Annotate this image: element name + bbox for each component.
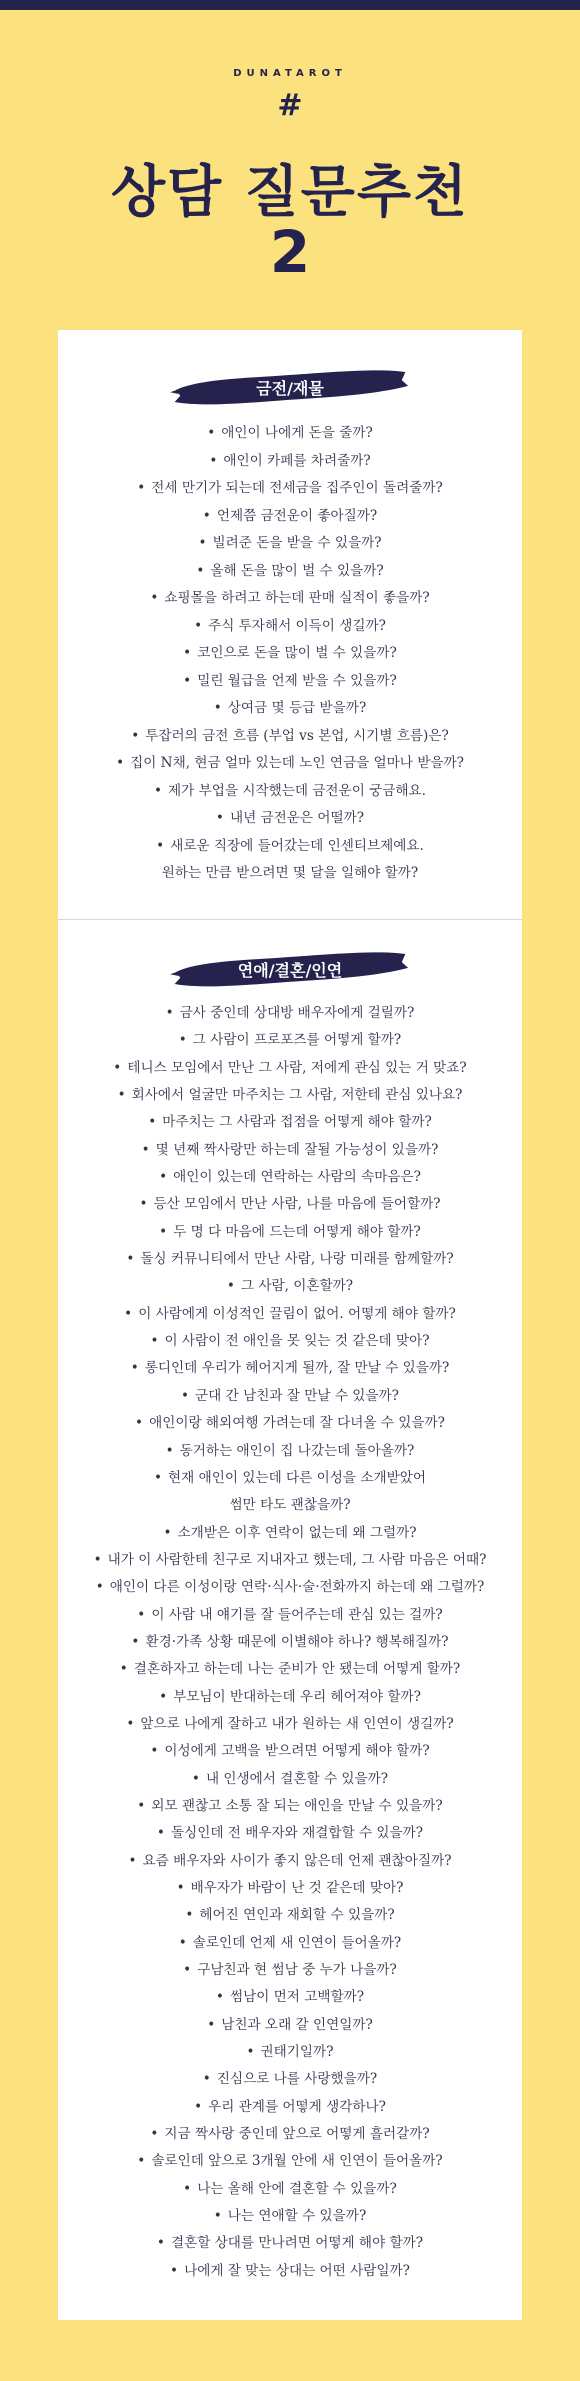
list-item — [58, 420, 522, 448]
bullet-icon: • — [159, 1223, 168, 1240]
bullet-icon: • — [209, 452, 218, 469]
list-item — [58, 1246, 522, 1273]
list-item — [58, 1793, 522, 1820]
bullet-icon: • — [183, 1962, 192, 1979]
bullet-icon: • — [163, 1524, 172, 1541]
list-item — [58, 1000, 522, 1027]
bullet-icon: • — [207, 2016, 216, 2033]
list-item — [58, 613, 522, 641]
question-text: 애인이 카페를 차려줄까? — [223, 452, 371, 469]
question-text: 구남친과 현 썸남 중 누가 나을까? — [197, 1962, 397, 1979]
question-text: 등산 모임에서 만난 사람, 나를 마음에 들어할까? — [153, 1196, 441, 1213]
question-text: 돌싱인데 전 배우자와 재결합할 수 있을까? — [170, 1825, 424, 1842]
question-text: 몇 년째 짝사랑만 하는데 잘될 가능성이 있을까? — [155, 1141, 439, 1158]
list-item — [58, 1137, 522, 1164]
bullet-icon: • — [159, 1169, 168, 1186]
question-text: 현재 애인이 있는데 다른 이성을 소개받았어 — [168, 1469, 426, 1486]
list-item — [58, 668, 522, 696]
question-text: 집이 N채, 현금 얼마 있는데 노인 연금을 얼마나 받을까? — [130, 755, 464, 771]
page-title: 상담 질문추천 — [110, 160, 470, 225]
list-item — [58, 2121, 522, 2148]
bullet-icon: • — [215, 1989, 224, 2006]
bullet-icon: • — [213, 2208, 222, 2225]
question-text: 결혼하자고 하는데 나는 준비가 안 됐는데 어떻게 할까? — [133, 1661, 461, 1678]
list-item — [58, 1055, 522, 1082]
question-text: 마주치는 그 사람과 접점을 어떻게 해야 할까? — [162, 1114, 432, 1131]
list-item — [58, 1875, 522, 1902]
question-text: 진심으로 나를 사랑했을까? — [216, 2071, 378, 2088]
bullet-icon: • — [156, 837, 165, 854]
list-item — [58, 1520, 522, 1547]
question-text: 빌려준 돈을 받을 수 있을까? — [212, 535, 382, 551]
list-item — [58, 778, 522, 806]
question-text: 동거하는 애인이 집 나갔는데 돌아올까? — [179, 1442, 415, 1459]
question-text: 제가 부업을 시작했는데 금전운이 궁금해요. — [168, 782, 426, 799]
question-text: 배우자가 바람이 난 것 같은데 맞아? — [190, 1880, 404, 1896]
list-item — [58, 1438, 522, 1465]
section-card-love — [58, 920, 522, 2320]
list-item — [58, 723, 522, 751]
question-text: 애인이 있는데 연락하는 사람의 속마음은? — [173, 1169, 421, 1186]
bullet-icon: • — [194, 2098, 203, 2115]
bullet-icon: • — [137, 1797, 146, 1814]
question-text: 헤어진 연인과 재회할 수 있을까? — [199, 1907, 395, 1924]
hash-symbol: # — [277, 88, 303, 123]
list-item — [58, 2012, 522, 2039]
question-text: 애인이 나에게 돈을 줄까? — [221, 425, 373, 441]
question-text: 코인으로 돈을 많이 벌 수 있을까? — [197, 645, 397, 661]
bullet-icon: • — [194, 617, 203, 634]
question-text: 솔로인데 언제 새 인연이 들어올까? — [192, 1934, 402, 1951]
question-text: 내가 이 사람한테 친구로 지내자고 했는데, 그 사람 마음은 어때? — [107, 1551, 487, 1568]
list-item — [58, 1738, 522, 1765]
bullet-icon: • — [135, 1415, 144, 1432]
list-item — [58, 1711, 522, 1738]
question-text: 부모님이 반대하는데 우리 헤어져야 할까? — [173, 1688, 421, 1705]
list-item — [58, 2258, 522, 2285]
list-item — [58, 1820, 522, 1847]
bullet-icon: • — [183, 672, 192, 689]
list-item — [58, 1410, 522, 1437]
question-text: 전세 만기가 되는데 전세금을 집주인이 돌려줄까? — [151, 480, 443, 496]
list-item — [58, 2203, 522, 2230]
bullet-icon: • — [117, 1087, 126, 1104]
bullet-icon: • — [198, 535, 207, 551]
page-title-number: 2 — [269, 218, 311, 286]
bullet-icon: • — [95, 1579, 104, 1596]
list-item — [58, 503, 522, 531]
list-item — [58, 2176, 522, 2203]
top-bar — [0, 0, 580, 10]
bullet-icon: • — [116, 755, 125, 771]
list-item — [58, 530, 522, 558]
question-text: 외모 괜찮고 소통 잘 되는 애인을 만날 수 있을까? — [151, 1797, 443, 1814]
bullet-icon: • — [131, 1633, 140, 1650]
bullet-icon: • — [178, 1032, 187, 1049]
bullet-icon: • — [153, 782, 163, 799]
list-item — [58, 475, 522, 503]
bullet-icon: • — [131, 727, 140, 744]
question-text: 소개받은 이후 연락이 없는데 왜 그럴까? — [177, 1524, 417, 1541]
question-text: 회사에서 얼굴만 마주치는 그 사람, 저한테 관심 있나요? — [131, 1087, 463, 1104]
list-item — [58, 448, 522, 476]
list-item — [58, 1355, 522, 1382]
question-text: 내년 금전운은 어떨까? — [229, 810, 365, 826]
list-item — [58, 1492, 522, 1519]
bullet-icon: • — [170, 2262, 179, 2279]
question-text: 애인이랑 해외여행 가려는데 잘 다녀올 수 있을까? — [149, 1415, 445, 1432]
list-item — [58, 585, 522, 613]
list-item — [58, 640, 522, 668]
question-text: 이 사람에게 이성적인 끌림이 없어. 어떻게 해야 할까? — [138, 1305, 456, 1322]
question-list-love — [58, 1000, 522, 2285]
question-text: 썸만 타도 괜찮을까? — [229, 1497, 351, 1514]
question-text: 금사 중인데 상대방 배우자에게 걸릴까? — [179, 1005, 415, 1021]
list-item — [58, 1629, 522, 1656]
question-text: 나는 연애할 수 있을까? — [227, 2208, 367, 2225]
section-header-brush — [169, 364, 410, 411]
question-text: 애인이 다른 이성이랑 연락·식사·술·전화까지 하는데 왜 그럴까? — [109, 1579, 485, 1596]
question-text: 밀린 월급을 언제 받을 수 있을까? — [197, 672, 397, 689]
bullet-icon: • — [141, 1141, 150, 1158]
list-item — [58, 2148, 522, 2175]
question-text: 이성에게 고백을 받으려면 어떻게 해야 할까? — [164, 1743, 430, 1760]
bullet-icon: • — [150, 1333, 159, 1350]
list-item — [58, 750, 522, 778]
question-text: 우리 관계를 어떻게 생각하나? — [208, 2098, 386, 2115]
section-title-money: 금전/재물 — [256, 378, 324, 398]
list-item — [58, 1328, 522, 1355]
list-item — [58, 1465, 522, 1492]
bullet-icon: • — [165, 1005, 174, 1021]
list-item — [58, 1684, 522, 1711]
list-item — [58, 558, 522, 586]
question-text: 남친과 오래 갈 인연일까? — [221, 2016, 373, 2033]
question-text: 원하는 만큼 받으려면 몇 달을 일해야 할까? — [161, 865, 419, 881]
list-item — [58, 1602, 522, 1629]
bullet-icon: • — [159, 1688, 168, 1705]
list-item — [58, 2066, 522, 2093]
list-item — [58, 805, 522, 833]
bullet-icon: • — [119, 1661, 128, 1678]
bullet-icon: • — [215, 810, 224, 826]
list-item — [58, 1848, 522, 1875]
bullet-icon: • — [196, 562, 205, 579]
question-text: 이 사람이 전 애인을 못 잊는 것 같은데 맞아? — [164, 1333, 430, 1350]
list-item — [58, 1082, 522, 1109]
list-item — [58, 1383, 522, 1410]
question-text: 환경·가족 상황 때문에 이별해야 하나? 행복해질까? — [145, 1633, 449, 1650]
list-item — [58, 1766, 522, 1793]
list-item — [58, 695, 522, 723]
bullet-icon: • — [150, 590, 159, 606]
bullet-icon: • — [93, 1551, 102, 1568]
question-text: 새로운 직장에 들어갔는데 인센티브제예요. — [170, 837, 424, 854]
list-item — [58, 833, 522, 861]
bullet-icon: • — [246, 2044, 255, 2061]
question-text: 테니스 모임에서 만난 그 사람, 저에게 관심 있는 거 맞죠? — [127, 1059, 467, 1076]
bullet-icon: • — [207, 425, 216, 441]
bullet-icon: • — [202, 507, 211, 524]
list-item — [58, 2094, 522, 2121]
question-text: 돌싱 커뮤니티에서 만난 사람, 나랑 미래를 함께할까? — [140, 1251, 454, 1268]
list-item — [58, 2230, 522, 2257]
question-text: 요즘 배우자와 사이가 좋지 않은데 언제 괜찮아질까? — [142, 1852, 452, 1869]
list-item — [58, 1273, 522, 1300]
bullet-icon: • — [183, 2180, 192, 2197]
bullet-icon: • — [165, 1442, 174, 1459]
list-item — [58, 1027, 522, 1054]
question-text: 두 명 다 마음에 드는데 어떻게 해야 할까? — [173, 1223, 421, 1240]
list-item — [58, 1547, 522, 1574]
question-text: 군대 간 남친과 잘 만날 수 있을까? — [195, 1387, 399, 1404]
brand-name: DUNATAROT — [233, 68, 347, 79]
list-item — [58, 1930, 522, 1957]
question-text: 투잡러의 금전 흐름 (부업 vs 본업, 시기별 흐름)은? — [145, 727, 449, 744]
bullet-icon: • — [150, 2126, 159, 2143]
section-header-brush — [169, 946, 410, 993]
bullet-icon: • — [213, 700, 222, 716]
question-text: 이 사람 내 얘기를 잘 들어주는데 관심 있는 걸까? — [151, 1606, 443, 1623]
bullet-icon: • — [202, 2071, 211, 2088]
list-item — [58, 1957, 522, 1984]
bullet-icon: • — [178, 1934, 187, 1951]
question-text: 나는 올해 안에 결혼할 수 있을까? — [197, 2180, 397, 2197]
bullet-icon: • — [156, 1825, 165, 1842]
bullet-icon: • — [181, 1387, 190, 1404]
section-card-money — [58, 330, 522, 920]
bullet-icon: • — [183, 645, 192, 661]
bullet-icon: • — [113, 1059, 122, 1076]
list-item — [58, 1574, 522, 1601]
bullet-icon: • — [126, 1715, 135, 1732]
question-text: 언제쯤 금전운이 좋아질까? — [216, 507, 378, 524]
question-text: 지금 짝사랑 중인데 앞으로 어떻게 흘러갈까? — [164, 2126, 430, 2143]
bullet-icon: • — [137, 480, 146, 496]
question-text: 주식 투자해서 이득이 생길까? — [208, 617, 386, 634]
question-text: 앞으로 나에게 잘하고 내가 원하는 새 인연이 생길까? — [140, 1715, 454, 1732]
bullet-icon: • — [156, 2235, 165, 2252]
question-text: 내 인생에서 결혼할 수 있을까? — [205, 1770, 389, 1787]
bullet-icon: • — [128, 1852, 137, 1869]
question-text: 권태기일까? — [260, 2044, 334, 2061]
bullet-icon: • — [226, 1278, 235, 1295]
bullet-icon: • — [139, 1196, 148, 1213]
bullet-icon: • — [126, 1251, 135, 1268]
list-item — [58, 860, 522, 888]
bullet-icon: • — [137, 2153, 146, 2170]
question-text: 롱디인데 우리가 헤어지게 될까, 잘 만날 수 있을까? — [144, 1360, 450, 1377]
bullet-icon: • — [130, 1360, 139, 1377]
list-item — [58, 1656, 522, 1683]
bullet-icon: • — [191, 1770, 200, 1787]
list-item — [58, 2039, 522, 2066]
list-item — [58, 1301, 522, 1328]
list-item — [58, 1191, 522, 1218]
list-item — [58, 1219, 522, 1246]
bullet-icon: • — [153, 1469, 163, 1486]
question-text: 솔로인데 앞으로 3개월 안에 새 인연이 들어올까? — [151, 2153, 443, 2170]
list-item — [58, 1984, 522, 2011]
question-text: 결혼할 상대를 만나려면 어떻게 해야 할까? — [170, 2235, 424, 2252]
question-text: 그 사람, 이혼할까? — [240, 1278, 354, 1295]
list-item — [58, 1902, 522, 1929]
bullet-icon: • — [176, 1880, 185, 1896]
bullet-icon: • — [124, 1305, 133, 1322]
question-text: 올해 돈을 많이 벌 수 있을까? — [210, 562, 384, 579]
bullet-icon: • — [148, 1114, 157, 1131]
question-text: 그 사람이 프로포즈를 어떻게 할까? — [192, 1032, 402, 1049]
section-title-love: 연애/결혼/인연 — [237, 960, 343, 980]
question-text: 쇼핑몰을 하려고 하는데 판매 실적이 좋을까? — [164, 590, 430, 606]
question-list-money — [58, 420, 522, 888]
list-item — [58, 1164, 522, 1191]
question-text: 나에게 잘 맞는 상대는 어떤 사람일까? — [184, 2262, 410, 2279]
bullet-icon: • — [185, 1907, 194, 1924]
question-text: 상여금 몇 등급 받을까? — [227, 700, 367, 716]
list-item — [58, 1109, 522, 1136]
question-text: 썸남이 먼저 고백할까? — [229, 1989, 365, 2006]
bullet-icon: • — [150, 1743, 159, 1760]
bullet-icon: • — [137, 1606, 146, 1623]
